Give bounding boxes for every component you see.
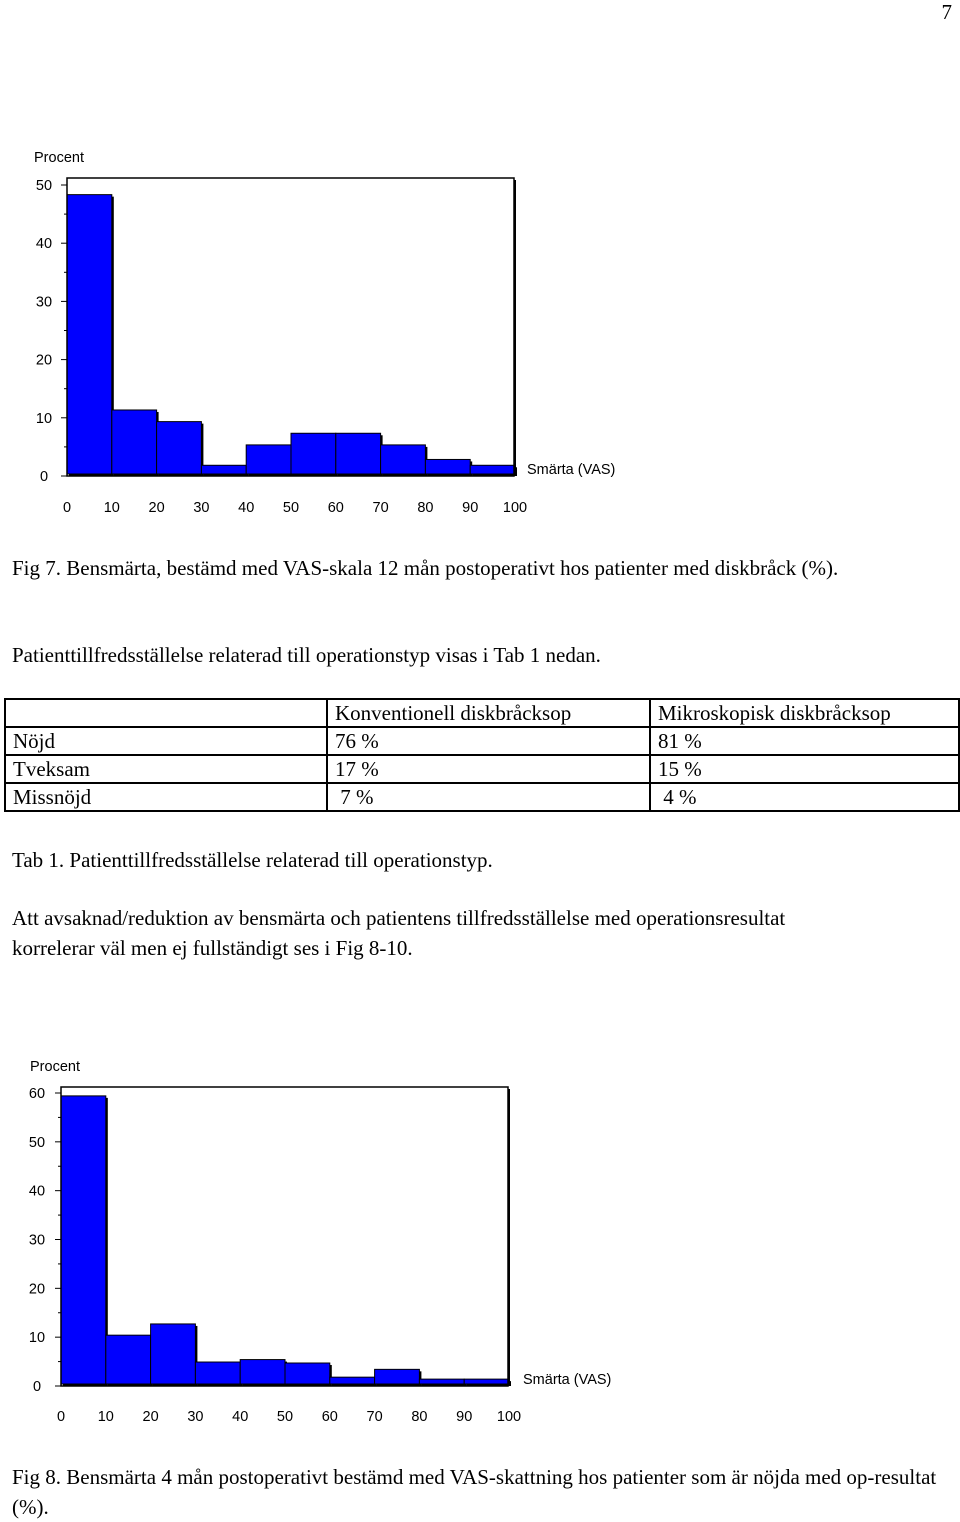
paragraph-line: Att avsaknad/reduktion av bensmärta och patientens tillfredsställelse med operationsresultat (12, 906, 786, 930)
table-header-row (5, 699, 959, 727)
y-tick-label: 40 (28, 1183, 46, 1200)
body-paragraph (12, 903, 785, 963)
satisfaction-table (4, 698, 960, 812)
table-cell: Nöjd (5, 727, 327, 755)
x-axis-label: Smärta (VAS) (523, 1372, 612, 1388)
table-row (5, 755, 959, 783)
y-tick-label: 40 (35, 236, 53, 253)
table-cell: 76 % (327, 727, 650, 755)
table-row (5, 727, 959, 755)
x-tick-label: 20 (142, 1409, 159, 1425)
intro-text: Patienttillfredsställelse relaterad till operationstyp visas i Tab 1 nedan. (12, 643, 601, 667)
x-axis-label: Smärta (VAS) (527, 462, 616, 478)
bar (375, 1369, 420, 1384)
x-tick-label: 70 (372, 500, 389, 516)
fig8-caption (12, 1462, 952, 1522)
table-cell: 4 % (650, 783, 959, 811)
bar (157, 422, 202, 474)
fig8-histogram (0, 1050, 660, 1440)
bar (246, 445, 291, 474)
x-tick-label: 0 (56, 1409, 66, 1425)
x-tick-label: 30 (193, 500, 210, 516)
table-cell: 81 % (650, 727, 959, 755)
fig7-caption-text: Fig 7. Bensmärta, bestämd med VAS-skala 12 mån postoperativt hos patienter med diskbråck (%). (12, 556, 839, 580)
x-tick-label: 10 (103, 500, 120, 516)
x-tick-label: 70 (366, 1409, 383, 1425)
bar (285, 1363, 330, 1384)
bar (61, 1096, 106, 1384)
bar (330, 1377, 375, 1384)
bar (419, 1379, 464, 1384)
table-header-cell: Konventionell diskbråcksop (327, 699, 650, 727)
table-header-cell (5, 699, 327, 727)
table-cell: 15 % (650, 755, 959, 783)
y-axis-label: Procent (30, 1059, 80, 1075)
y-tick-label: 20 (35, 352, 53, 369)
x-tick-label: 90 (462, 500, 479, 516)
table-header-cell: Mikroskopisk diskbråcksop (650, 699, 959, 727)
y-tick-label: 10 (28, 1330, 46, 1347)
bar (201, 465, 246, 474)
y-tick-label: 50 (35, 178, 53, 194)
x-tick-label: 50 (276, 1409, 294, 1425)
fig7-caption (12, 553, 952, 583)
y-tick-label: 10 (35, 410, 53, 427)
x-tick-label: 50 (282, 500, 300, 516)
page-number: 7 (941, 0, 952, 24)
y-tick-label: 30 (28, 1232, 46, 1249)
bar (425, 459, 470, 474)
paragraph-line: korrelerar väl men ej fullständigt ses i Fig 8-10. (12, 936, 413, 960)
x-tick-label: 40 (238, 500, 255, 516)
bar (381, 445, 426, 474)
table-cell: Tveksam (5, 755, 327, 783)
fig8-caption-text: Fig 8. Bensmärta 4 mån postoperativt bestämd med VAS-skattning hos patienter som är nöjda med op-resultat (%). (12, 1465, 937, 1519)
bar (336, 433, 381, 474)
bar (291, 433, 336, 474)
table-caption: Tab 1. Patienttillfredsställelse relaterad till operationstyp. (12, 848, 493, 872)
y-tick-label: 60 (28, 1086, 46, 1102)
y-tick-label: 0 (39, 469, 49, 485)
y-tick-label: 0 (32, 1379, 42, 1395)
bar (106, 1335, 151, 1384)
x-tick-label: 90 (456, 1409, 473, 1425)
fig7-histogram (0, 140, 660, 530)
bar (151, 1324, 196, 1384)
x-tick-label: 40 (232, 1409, 249, 1425)
table-cell: 17 % (327, 755, 650, 783)
bar (464, 1379, 509, 1384)
y-tick-label: 20 (28, 1281, 46, 1298)
bar (112, 410, 157, 474)
y-tick-label: 50 (28, 1134, 46, 1151)
x-tick-label: 100 (502, 500, 528, 516)
bar (240, 1360, 285, 1384)
bar (195, 1362, 240, 1384)
bar (470, 465, 515, 474)
table-row (5, 783, 959, 811)
x-tick-label: 80 (411, 1409, 428, 1425)
x-tick-label: 60 (327, 500, 344, 516)
table-cell: 7 % (327, 783, 650, 811)
y-axis-label: Procent (34, 150, 84, 166)
x-tick-label: 0 (62, 500, 72, 516)
x-tick-label: 80 (417, 500, 434, 516)
x-tick-label: 30 (187, 1409, 204, 1425)
x-tick-label: 60 (321, 1409, 338, 1425)
x-tick-label: 10 (97, 1409, 114, 1425)
bar (67, 195, 112, 474)
table-cell: Missnöjd (5, 783, 327, 811)
x-tick-label: 100 (496, 1409, 522, 1425)
y-tick-label: 30 (35, 294, 53, 311)
x-tick-label: 20 (148, 500, 165, 516)
